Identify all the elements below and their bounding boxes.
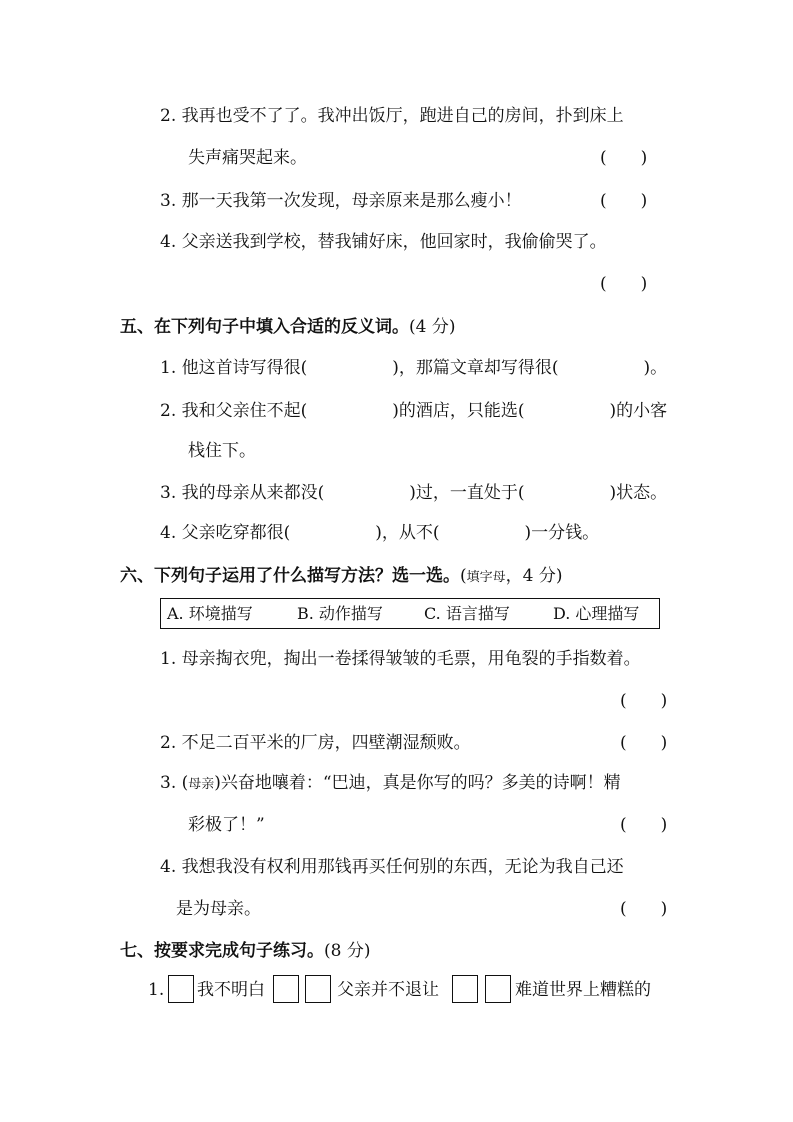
part7-q1-seg2: 父亲并不退让 xyxy=(337,980,439,1000)
part6-q4-line1: 4. 我想我没有权利用那钱再买任何别的东西，无论为我自己还 xyxy=(160,857,624,877)
part7-q1-seg1: 我不明白 xyxy=(197,980,265,1000)
punctuation-box[interactable] xyxy=(485,975,511,1003)
section-6-heading: 六、下列句子运用了什么描写方法？选一选。 xyxy=(120,566,460,586)
section-5-points: (4 分) xyxy=(409,317,456,337)
section-6-points-note: 填字母 xyxy=(466,570,506,585)
part6-q3-line2: 彩极了！” xyxy=(188,815,265,835)
section-5-title xyxy=(120,316,455,338)
part5-q1: 1. 他这首诗写得很( )，那篇文章却写得很( )。 xyxy=(160,358,668,378)
part7-q1-number: 1. xyxy=(148,980,165,1000)
part6-q2: 2. 不足二百平米的厂房，四壁潮湿颓败。 xyxy=(160,733,471,753)
part6-q3-rest: )兴奋地嚷着：“巴迪，真是你写的吗？多美的诗啊！精 xyxy=(214,773,621,793)
part5-q2-line2: 栈住下。 xyxy=(188,441,256,461)
section-7-points: (8 分) xyxy=(324,941,371,961)
part4-q2-line1: 2. 我再也受不了了。我冲出饭厅，跑进自己的房间，扑到床上 xyxy=(160,106,624,126)
answer-paren[interactable]: ( ) xyxy=(620,733,668,753)
part4-q3: 3. 那一天我第一次发现，母亲原来是那么瘦小！ xyxy=(160,191,522,211)
choice-c: C. 语言描写 xyxy=(424,604,510,623)
section-7-heading: 七、按要求完成句子练习。 xyxy=(120,941,324,961)
answer-paren[interactable]: ( ) xyxy=(620,899,668,919)
part6-q3-open: 3. ( xyxy=(160,773,189,793)
part4-q4: 4. 父亲送我到学校，替我铺好床，他回家时，我偷偷哭了。 xyxy=(160,232,607,252)
section-6-points-open: ( xyxy=(460,566,467,586)
part6-q4-line2: 是为母亲。 xyxy=(176,899,261,919)
choice-b: B. 动作描写 xyxy=(297,604,383,623)
answer-paren[interactable]: ( ) xyxy=(600,148,648,168)
part5-q2-line1: 2. 我和父亲住不起( )的酒店，只能选( )的小客 xyxy=(160,401,668,421)
punctuation-box[interactable] xyxy=(168,975,194,1003)
section-6-title xyxy=(120,565,563,589)
section-6-points-close: ，4 分) xyxy=(505,566,563,586)
part4-q2-line2: 失声痛哭起来。 xyxy=(188,148,307,168)
punctuation-box[interactable] xyxy=(305,975,331,1003)
choice-d: D. 心理描写 xyxy=(553,604,640,623)
section-7-title xyxy=(120,940,370,962)
choice-a: A. 环境描写 xyxy=(167,604,253,623)
part7-q1-seg3: 难道世界上糟糕的 xyxy=(515,980,651,1000)
part6-q3-line1 xyxy=(160,772,621,796)
answer-paren[interactable]: ( ) xyxy=(620,691,668,711)
answer-paren[interactable]: ( ) xyxy=(600,274,648,294)
part6-q3-note: 母亲 xyxy=(188,777,215,792)
choice-box xyxy=(160,598,660,629)
punctuation-box[interactable] xyxy=(452,975,478,1003)
punctuation-box[interactable] xyxy=(273,975,299,1003)
part5-q4: 4. 父亲吃穿都很( )，从不( )一分钱。 xyxy=(160,523,600,543)
part6-q1: 1. 母亲掏衣兜，掏出一卷揉得皱皱的毛票，用龟裂的手指数着。 xyxy=(160,649,641,669)
answer-paren[interactable]: ( ) xyxy=(600,191,648,211)
answer-paren[interactable]: ( ) xyxy=(620,815,668,835)
section-5-heading: 五、在下列句子中填入合适的反义词。 xyxy=(120,317,409,337)
part5-q3: 3. 我的母亲从来都没( )过，一直处于( )状态。 xyxy=(160,483,668,503)
